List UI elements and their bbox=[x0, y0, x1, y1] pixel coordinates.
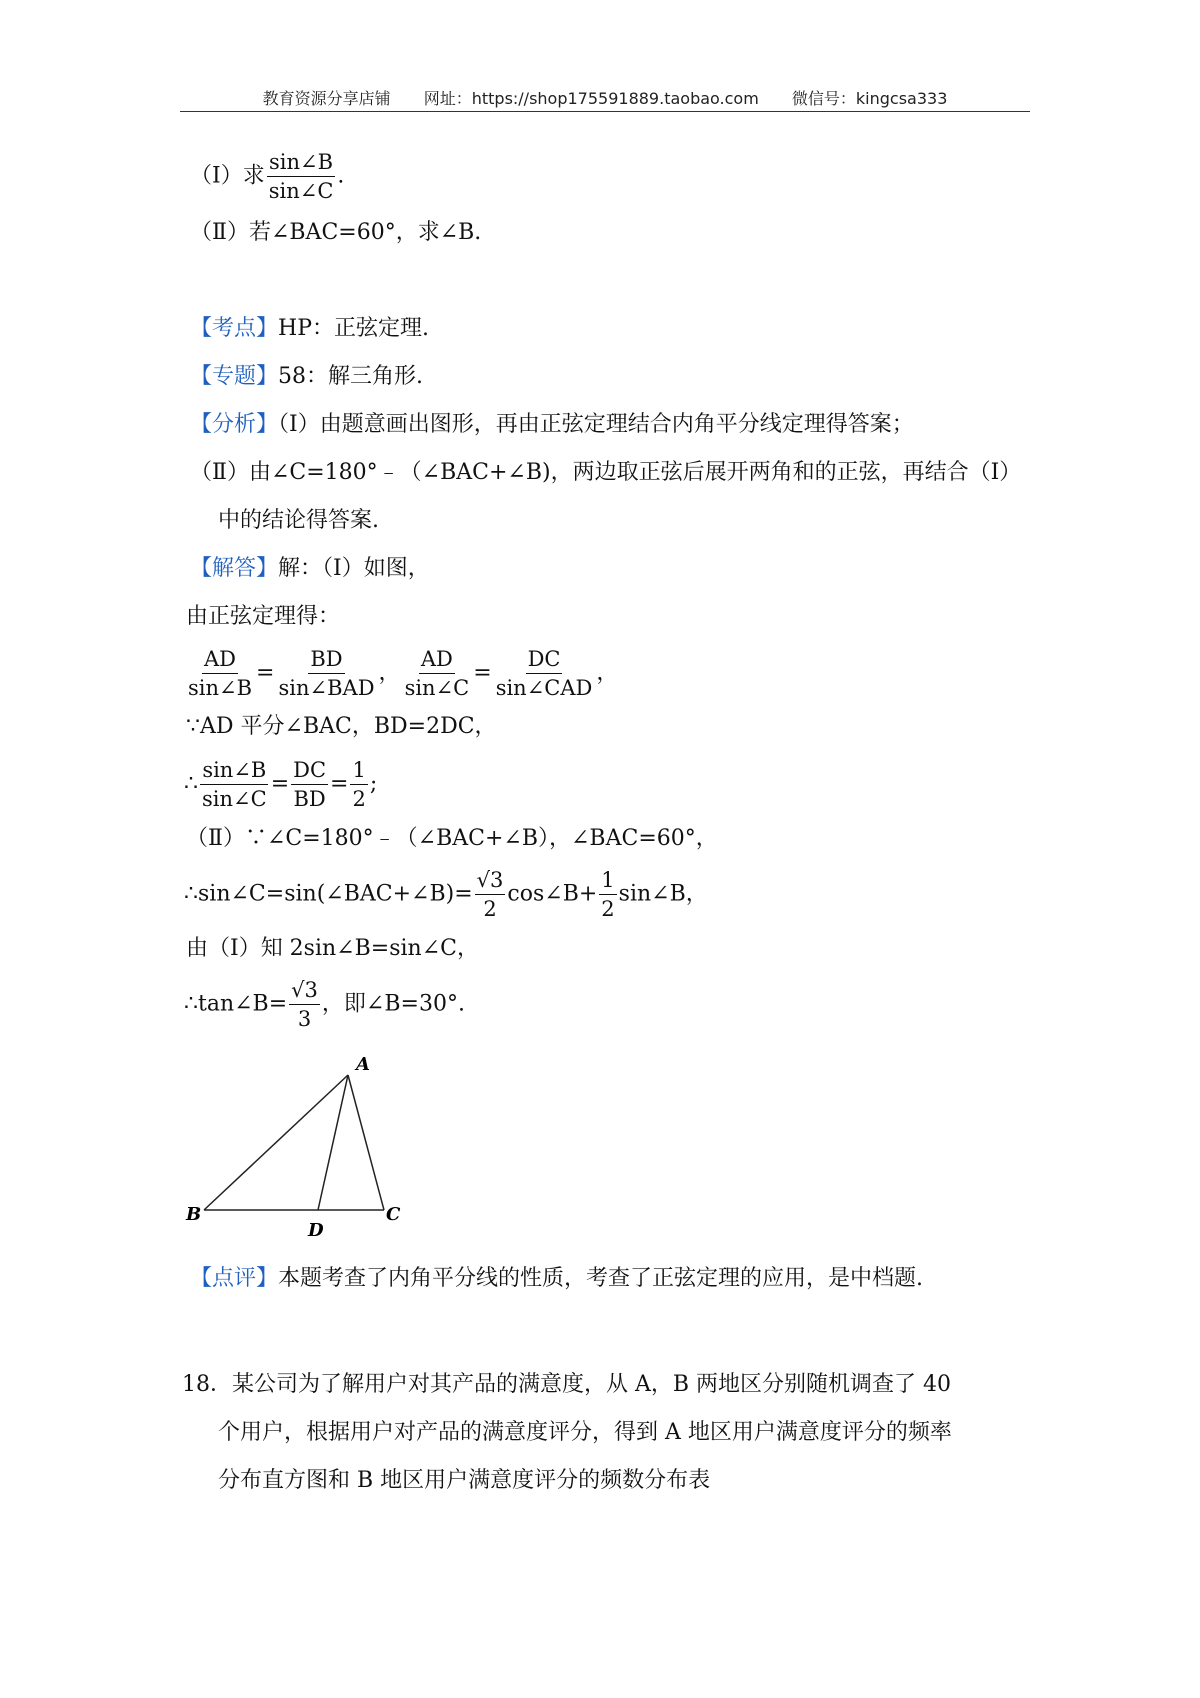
header-url: 网址：https://shop175591889.taobao.com bbox=[423, 89, 759, 108]
dianping-line: 【点评】本题考查了内角平分线的性质，考查了正弦定理的应用，是中档题. bbox=[190, 1266, 924, 1291]
header-shop: 教育资源分享店铺 bbox=[262, 89, 391, 108]
because-line: ∵AD 平分∠BAC，BD=2DC， bbox=[186, 714, 497, 739]
equation-1: $\frac{AD}{\sin\angle B}$ = $\frac{BD}{\text{sin∠BAD}}$ ， $\frac{AD}{\sin\angle C}$ = $\frac{DC}{\text{sin∠CAD}}$ ， bbox=[188, 647, 619, 700]
q18-line3: 分布直方图和 B 地区用户满意度评分的频数分布表 bbox=[218, 1468, 711, 1493]
fenxi-line2: （Ⅱ）由∠C=180°﹣（∠BAC+∠B)，两边取正弦后展开两角和的正弦，再结合（Ⅰ） bbox=[190, 460, 1022, 485]
kaodian-tag: 【考点】 bbox=[190, 316, 279, 341]
q18-line1: 18．某公司为了解用户对其产品的满意度，从 A，B 两地区分别随机调查了 40 bbox=[182, 1372, 952, 1397]
q18-line2: 个用户，根据用户对产品的满意度评分，得到 A 地区用户满意度评分的频率 bbox=[218, 1420, 952, 1445]
part2-solution-line: （Ⅱ）∵∠C=180°﹣（∠BAC+∠B），∠BAC=60°， bbox=[186, 826, 718, 851]
equation-3: ∴sin∠C=sin(∠BAC+∠B)= $\frac{√3}{2}$ cos∠B+ $\frac{1}{2}$ sin∠B， bbox=[184, 868, 708, 921]
side-AB bbox=[204, 1075, 348, 1210]
header-wechat: 微信号：kingcsa333 bbox=[791, 89, 948, 108]
label-A: A bbox=[356, 1054, 370, 1075]
label-B: B bbox=[186, 1204, 202, 1225]
label-D: D bbox=[308, 1220, 324, 1240]
zhuanti-tag: 【专题】 bbox=[190, 364, 279, 389]
bisector-AD bbox=[318, 1075, 348, 1210]
question-part2: （Ⅱ）若∠BAC=60°，求∠B. bbox=[190, 220, 482, 245]
fenxi-line3: 中的结论得答案. bbox=[218, 508, 379, 533]
question-part1: （Ⅰ）求 $\frac{\sin\angle B}{\sin\angle C}$ . bbox=[190, 150, 345, 203]
fenxi-line1: 【分析】（Ⅰ）由题意画出图形，再由正弦定理结合内角平分线定理得答案； bbox=[190, 412, 914, 437]
header-rule bbox=[180, 111, 1030, 112]
kaodian-line: 【考点】HP：正弦定理. bbox=[190, 316, 429, 341]
label-C: C bbox=[386, 1204, 401, 1225]
equation-2: ∴ $\frac{\sin\angle B}{\sin\angle C}$ = $\frac{DC}{BD}$ = $\frac{1}{2}$ ; bbox=[184, 758, 378, 811]
fenxi-tag: 【分析】 bbox=[190, 412, 279, 437]
equation-4: ∴tan∠B= $\frac{√3}{3}$ ，即∠B=30°. bbox=[184, 978, 465, 1031]
dianping-tag: 【点评】 bbox=[190, 1266, 279, 1291]
from-part1-line: 由（Ⅰ）知 2sin∠B=sin∠C， bbox=[186, 936, 479, 961]
page-header bbox=[180, 86, 1030, 109]
zhuanti-line: 【专题】58：解三角形. bbox=[190, 364, 424, 389]
side-AC bbox=[348, 1075, 384, 1210]
fraction-sinB-sinC: $\frac{\sin\angle B}{\sin\angle C}$ bbox=[268, 150, 334, 203]
triangle-figure bbox=[180, 1040, 440, 1240]
jieda-tag: 【解答】 bbox=[190, 556, 279, 581]
jieda-line: 【解答】解：（Ⅰ）如图， bbox=[190, 556, 430, 581]
law-of-sines-line: 由正弦定理得： bbox=[186, 604, 341, 629]
